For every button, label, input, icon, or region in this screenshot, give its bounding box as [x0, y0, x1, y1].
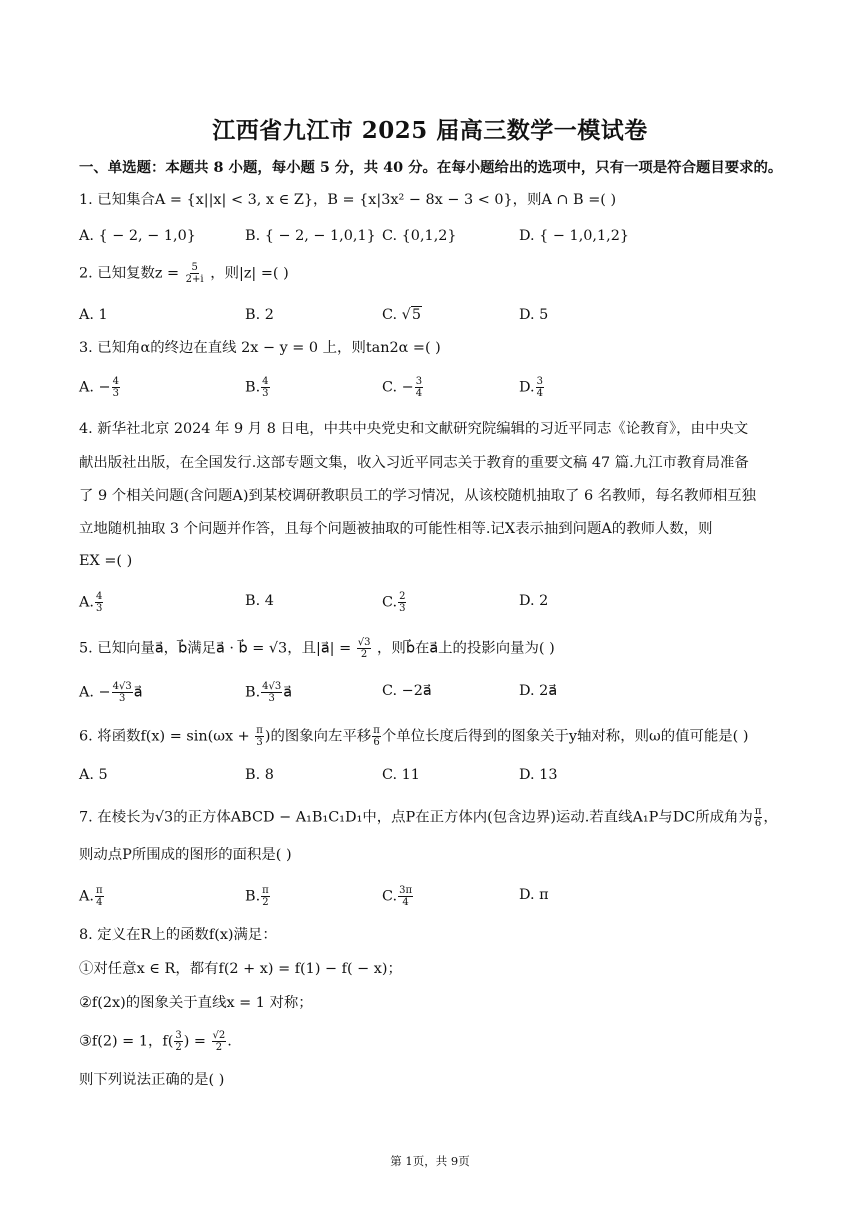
q4-option-b: B. 4: [245, 593, 274, 609]
q2-fraction: $\frac{5}{2+i}$: [185, 262, 204, 285]
q6-option-c: C. 11: [382, 767, 420, 783]
q4-option-c: C. $\frac{2}{3}$: [382, 591, 406, 614]
q6-option-a: A. 5: [79, 767, 108, 783]
q7-option-b: B. $\frac{\pi}{2}$: [245, 885, 269, 908]
q3-stem: 3. 已知角α的终边在直线 2x − y = 0 上，则tan2α =( ): [79, 340, 441, 356]
q3-option-c: C. − $\frac{3}{4}$: [382, 376, 423, 399]
q1-option-d: D. { − 1,0,1,2}: [519, 228, 630, 244]
q3-option-a: A. − $\frac{4}{3}$: [79, 376, 119, 399]
q7-option-d: D. π: [519, 887, 549, 903]
q5-option-a: A. − $\frac{4√3}{3}$ a⃗: [79, 681, 143, 704]
q3-option-d: D. $\frac{3}{4}$: [519, 376, 543, 399]
q7-option-c: C. $\frac{3\pi}{4}$: [382, 885, 413, 908]
q5-option-c: C. −2a⃗: [382, 683, 432, 699]
q2-option-d: D. 5: [519, 307, 549, 323]
q2-option-a: A. 1: [79, 307, 108, 323]
q5-option-d: D. 2a⃗: [519, 683, 558, 699]
q8-condition-3: ③f(2) = 1，f( $\frac{3}{2}$ ) = $\frac{√2}{2}$ .: [79, 1030, 232, 1053]
q4-line-1: 4. 新华社北京 2024 年 9 月 8 日电，中共中央党史和文献研究院编辑的习近平同志《论教育》，由中央文: [79, 421, 749, 437]
q4-option-a: A. $\frac{4}{3}$: [79, 591, 103, 614]
q1-option-c: C. {0,1,2}: [382, 228, 457, 244]
q7-option-a: A. $\frac{\pi}{4}$: [79, 885, 103, 908]
q1-stem: 1. 已知集合A = {x||x| < 3, x ∈ Z}，B = {x|3x² − 8x − 3 < 0}，则A ∩ B =( ): [79, 192, 617, 208]
q2-option-b: B. 2: [245, 307, 274, 323]
page-footer: 第 1页，共 9页: [390, 1154, 470, 1168]
q8-line-5: 则下列说法正确的是( ): [79, 1072, 225, 1088]
q6-stem: 6. 将函数f(x) = sin(ωx + $\frac{\pi}{3}$ )的图象向左平移 $\frac{\pi}{6}$ 个单位长度后得到的图象关于y轴对称，则ω的值可能是( ): [79, 725, 749, 748]
q1-option-b: B. { − 2, − 1,0,1}: [245, 228, 376, 244]
q2-option-c: C. √5: [382, 307, 421, 323]
q5-stem: 5. 已知向量a⃗，b⃗满足a⃗ · b⃗ = √3，且|a⃗| = $\frac{√3}{2}$ ，则b⃗在a⃗上的投影向量为( ): [79, 637, 555, 660]
q8-condition-2: ②f(2x)的图象关于直线x = 1 对称；: [79, 995, 313, 1011]
q2-stem: 2. 已知复数z = $\frac{5}{2+i}$ ，则|z| =( ): [79, 262, 289, 285]
q4-option-d: D. 2: [519, 593, 549, 609]
q8-line-1: 8. 定义在R上的函数f(x)满足：: [79, 927, 277, 943]
q7-line-2: 则动点P所围成的图形的面积是( ): [79, 847, 292, 863]
section-heading: 一、单选题：本题共 8 小题，每小题 5 分，共 40 分。在每小题给出的选项中，只有一项是符合题目要求的。: [79, 159, 783, 176]
q7-line-1: 7. 在棱长为√3的正方体ABCD − A₁B₁C₁D₁中，点P在正方体内(包含边界)运动.若直线A₁P与DC所成角为 $\frac{\pi}{6}$ ，: [79, 806, 778, 829]
q4-line-3: 了 9 个相关问题(含问题A)到某校调研教职员工的学习情况，从该校随机抽取了 6 名教师，每名教师相互独: [79, 488, 757, 504]
q4-line-2: 献出版社出版，在全国发行.这部专题文集，收入习近平同志关于教育的重要文稿 47 篇.九江市教育局准备: [79, 455, 749, 471]
q3-option-b: B. $\frac{4}{3}$: [245, 376, 269, 399]
q6-option-b: B. 8: [245, 767, 274, 783]
q4-line-4: 立地随机抽取 3 个问题并作答，且每个问题被抽取的可能性相等.记X表示抽到问题A的教师人数，则: [79, 521, 713, 537]
q1-option-a: A. { − 2, − 1,0}: [79, 228, 196, 244]
q8-condition-1: ①对任意x ∈ R，都有f(2 + x) = f(1) − f( − x)；: [79, 961, 402, 977]
q5-option-b: B. $\frac{4√3}{3}$ a⃗: [245, 681, 293, 704]
page-title: 江西省九江市 2025 届高三数学一模试卷: [212, 117, 648, 144]
q6-option-d: D. 13: [519, 767, 558, 783]
q4-line-5: EX =( ): [79, 553, 133, 569]
